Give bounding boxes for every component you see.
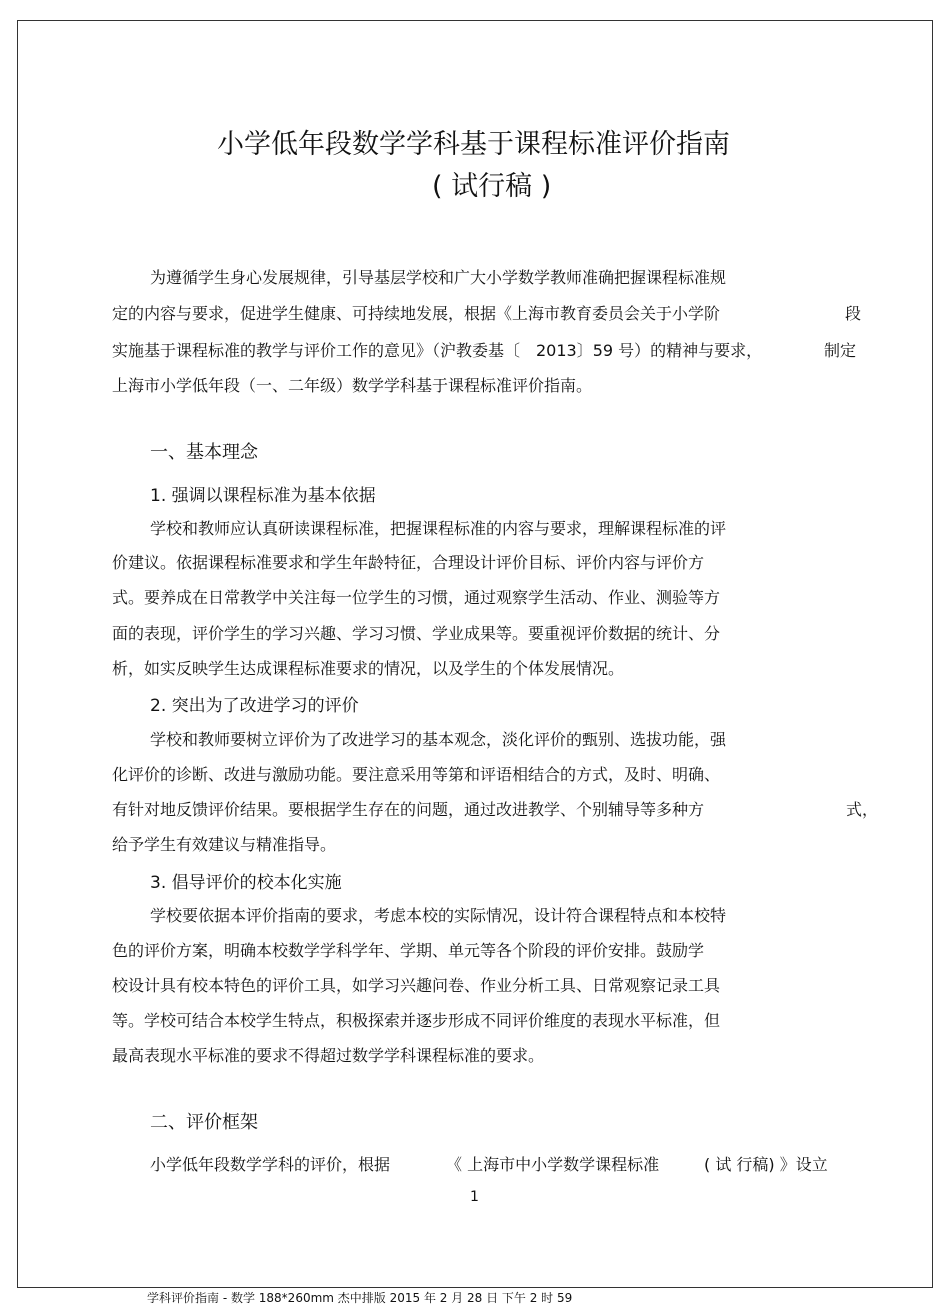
paragraph-line: 面的表现，评价学生的学习兴趣、学习习惯、学业成果等。要重视评价数据的统计、分 xyxy=(112,624,721,643)
paragraph-line: ( 试 行稿) 》设立 xyxy=(704,1155,828,1174)
paragraph-line: 给予学生有效建议与精准指导。 xyxy=(112,835,337,854)
page-number: 1 xyxy=(470,1189,479,1205)
subsection-heading: 2. 突出为了改进学习的评价 xyxy=(150,696,359,716)
paragraph-line: 学校和教师应认真研读课程标准，把握课程标准的内容与要求，理解课程标准的评 xyxy=(150,519,727,538)
section-heading-basic-concepts: 一、基本理念 xyxy=(150,442,258,463)
intro-line: 定的内容与要求，促进学生健康、可持续地发展，根据《上海市教育委员会关于小学阶 xyxy=(112,304,721,323)
document-title: 小学低年段数学学科基于课程标准评价指南 xyxy=(217,129,730,160)
intro-line: 为遵循学生身心发展规律，引导基层学校和广大小学数学教师准确把握课程标准规 xyxy=(150,268,727,287)
paragraph-line: 学校要依据本评价指南的要求，考虑本校的实际情况，设计符合课程特点和本校特 xyxy=(150,906,727,925)
paragraph-line: 学校和教师要树立评价为了改进学习的基本观念，淡化评价的甄别、选拔功能，强 xyxy=(150,730,727,749)
paragraph-line: 价建议。依据课程标准要求和学生年龄特征，合理设计评价目标、评价内容与评价方 xyxy=(112,553,705,572)
intro-line-tail: 段 xyxy=(845,304,862,323)
paragraph-line: 小学低年段数学学科的评价，根据 xyxy=(150,1155,391,1174)
paragraph-line: 《 上海市中小学数学课程标准 xyxy=(446,1155,660,1174)
paragraph-line: 有针对地反馈评价结果。要根据学生存在的问题，通过改进教学、个别辅导等多种方 xyxy=(112,800,705,819)
paragraph-line: 析，如实反映学生达成课程标准要求的情况，以及学生的个体发展情况。 xyxy=(112,659,625,678)
paragraph-line: 式。要养成在日常教学中关注每一位学生的习惯，通过观察学生活动、作业、测验等方 xyxy=(112,588,721,607)
paragraph-line: 校设计具有校本特色的评价工具，如学习兴趣问卷、作业分析工具、日常观察记录工具 xyxy=(112,976,721,995)
page-border xyxy=(17,20,933,1288)
intro-line: 上海市小学低年段（一、二年级）数学学科基于课程标准评价指南。 xyxy=(112,376,593,395)
paragraph-line: 等。学校可结合本校学生特点，积极探索并逐步形成不同评价维度的表现水平标准，但 xyxy=(112,1011,721,1030)
subsection-heading: 1. 强调以课程标准为基本依据 xyxy=(150,486,376,506)
paragraph-line: 最高表现水平标准的要求不得超过数学学科课程标准的要求。 xyxy=(112,1046,545,1065)
paragraph-line: 化评价的诊断、改进与激励功能。要注意采用等第和评语相结合的方式，及时、明确、 xyxy=(112,765,721,784)
paragraph-line: 色的评价方案，明确本校数学学科学年、学期、单元等各个阶段的评价安排。鼓励学 xyxy=(112,941,705,960)
intro-line: 实施基于课程标准的教学与评价工作的意见》（沪教委基〔 2013〕59 号）的精神与要求， xyxy=(112,341,763,360)
section-heading-evaluation-framework: 二、评价框架 xyxy=(150,1112,258,1133)
intro-line-tail: 制定 xyxy=(824,341,857,360)
document-subtitle: ( 试行稿 ) xyxy=(432,171,552,202)
print-footer: 学科评价指南 - 数学 188*260mm 杰中排版 2015 年 2 月 28 日 下午 2 时 59 xyxy=(147,1291,573,1305)
paragraph-line-tail: 式， xyxy=(846,800,879,819)
subsection-heading: 3. 倡导评价的校本化实施 xyxy=(150,873,342,893)
